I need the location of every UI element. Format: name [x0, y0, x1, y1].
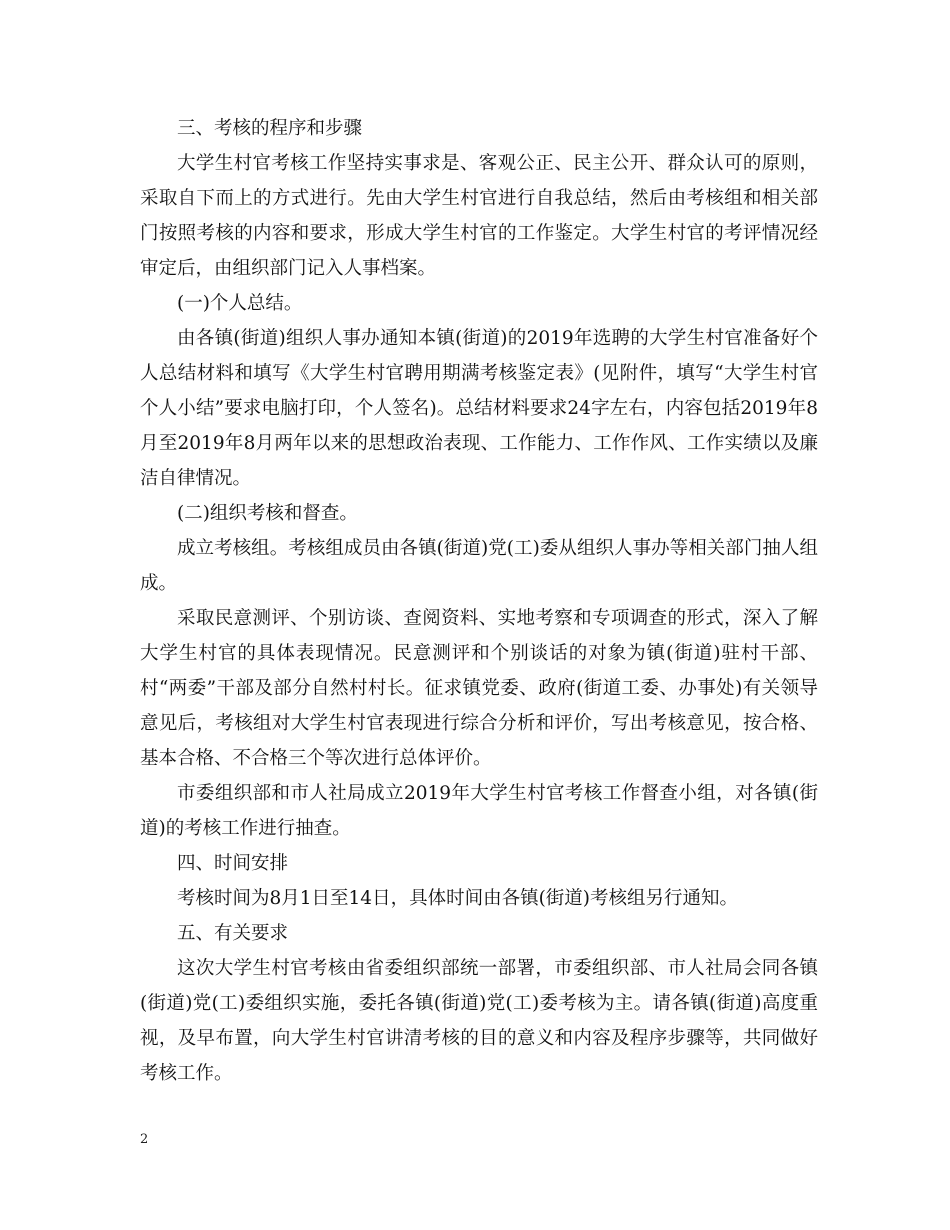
paragraph-requirements: 这次大学生村官考核由省委组织部统一部署，市委组织部、市人社局会同各镇(街道)党(工)委组织实施，委托各镇(街道)党(工)委考核为主。请各镇(街道)高度重视，及早布置，向大学生村官讲清考核的目的意义和内容及程序步骤等，共同做好考核工作。 — [140, 958, 818, 1084]
paragraph-principles: 大学生村官考核工作坚持实事求是、客观公正、民主公开、群众认可的原则，采取自下而上的方式进行。先由大学生村官进行自我总结，然后由考核组和相关部门按照考核的内容和要求，形成大学生村官的工作鉴定。大学生村官的考评情况经审定后，由组织部门记入人事档案。 — [140, 153, 818, 279]
subheading-assessment-supervision: (二)组织考核和督查。 — [177, 503, 358, 524]
paragraph-assessment-methods: 采取民意测评、个别访谈、查阅资料、实地考察和专项调查的形式，深入了解大学生村官的具体表现情况。民意测评和个别谈话的对象为镇(街道)驻村干部、村“两委”干部及部分自然村村长。征求镇党委、政府(街道工委、办事处)有关领导意见后，考核组对大学生村官表现进行综合分析和评价，写出考核意见，按合格、基本合格、不合格三个等次进行总体评价。 — [140, 608, 818, 769]
paragraph-personal-summary: 由各镇(街道)组织人事办通知本镇(街道)的2019年选聘的大学生村官准备好个人总结材料和填写《大学生村官聘用期满考核鉴定表》(见附件，填写“大学生村官个人小结”要求电脑打印，个人签名)。总结材料要求24字左右，内容包括2019年8月至2019年8月两年以来的思想政治表现、工作能力、工作作风、工作实绩以及廉洁自律情况。 — [140, 328, 818, 489]
document-body — [140, 111, 818, 1091]
paragraph-assessment-team: 成立考核组。考核组成员由各镇(街道)党(工)委从组织人事办等相关部门抽人组成。 — [140, 538, 818, 594]
section-heading-requirements: 五、有关要求 — [177, 923, 289, 944]
subheading-personal-summary: (一)个人总结。 — [177, 293, 303, 314]
paragraph-supervision-group: 市委组织部和市人社局成立2019年大学生村官考核工作督查小组，对各镇(街道)的考核工作进行抽查。 — [140, 783, 818, 839]
section-heading-schedule: 四、时间安排 — [177, 853, 289, 874]
page-number: 2 — [140, 1132, 149, 1147]
paragraph-schedule: 考核时间为8月1日至14日，具体时间由各镇(街道)考核组另行通知。 — [177, 888, 739, 909]
section-heading-procedure: 三、考核的程序和步骤 — [177, 118, 363, 139]
